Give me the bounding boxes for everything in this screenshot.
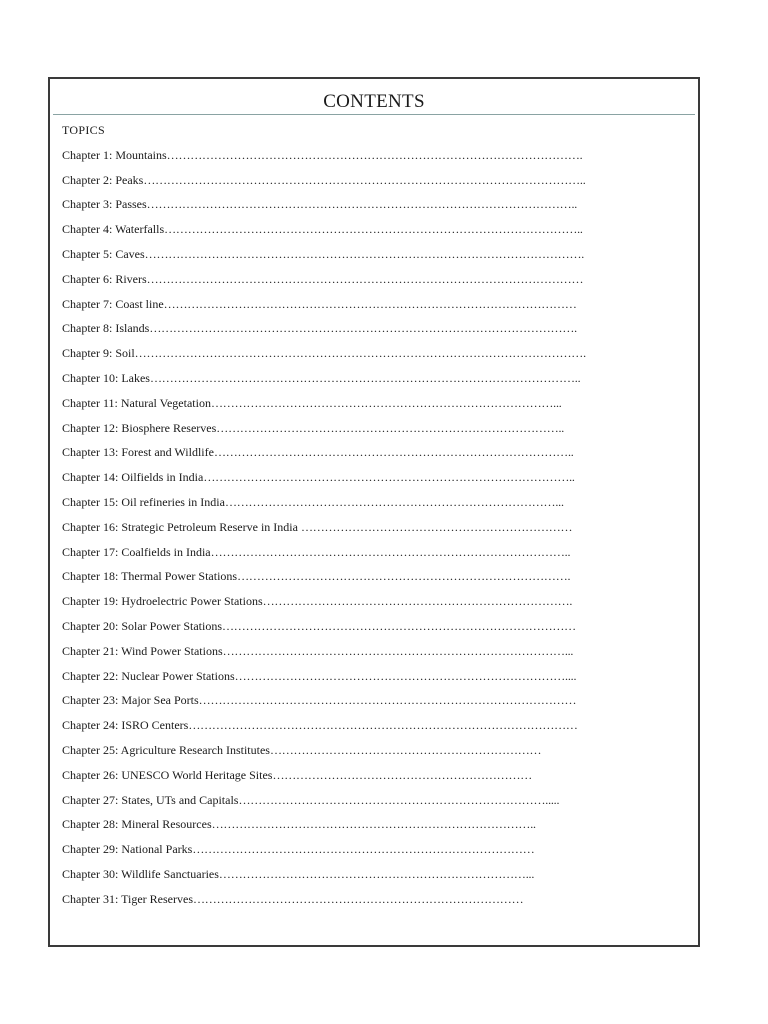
toc-entry-label: Chapter 17: Coalfields in India (62, 544, 211, 559)
toc-entry[interactable] (62, 515, 662, 540)
toc-entry[interactable] (62, 441, 662, 466)
toc-entry-label: Chapter 8: Islands (62, 321, 150, 336)
toc-entry[interactable] (62, 813, 662, 838)
toc-entry[interactable] (62, 143, 662, 168)
toc-entry-label: Chapter 25: Agriculture Research Institutes (62, 743, 270, 758)
toc-entry-leader: ……………………………………………………………………………………… (188, 718, 578, 733)
toc-entry-label: Chapter 11: Natural Vegetation (62, 395, 211, 410)
toc-entry[interactable] (62, 465, 662, 490)
toc-entry-leader: …………………………………………………………………………... (224, 495, 564, 510)
toc-entry[interactable] (62, 788, 662, 813)
toc-entry-label: Chapter 23: Major Sea Ports (62, 693, 199, 708)
toc-entry[interactable] (62, 168, 662, 193)
toc-entry[interactable] (62, 341, 662, 366)
toc-entry[interactable] (62, 837, 662, 862)
toc-entry-leader: ………………………………………………………………………………………………… (146, 271, 584, 286)
toc-entry[interactable] (62, 639, 662, 664)
toc-entry[interactable] (62, 292, 662, 317)
toc-entry-leader: …………………………………………………………… (269, 743, 542, 758)
toc-entry[interactable] (62, 193, 662, 218)
toc-entry-leader: ………………………………………………………………………….... (234, 668, 577, 683)
toc-entry[interactable] (62, 738, 662, 763)
toc-entry-label: Chapter 28: Mineral Resources (62, 817, 212, 832)
toc-entry[interactable] (62, 664, 662, 689)
toc-entry-label: Chapter 1: Mountains (62, 147, 167, 162)
toc-entry[interactable] (62, 540, 662, 565)
toc-entry-label: Chapter 24: ISRO Centers (62, 718, 189, 733)
toc-entry-leader: ……………………………………………………………………………... (210, 395, 562, 410)
toc-entry-label: Chapter 31: Tiger Reserves (62, 891, 193, 906)
toc-entry-leader: ……………………………………………………………………………………………. (166, 147, 583, 162)
toc-entry-leader: ……………………………………………………………………. (262, 594, 573, 609)
toc-entry-leader: ……………………………………………………………………... (218, 867, 535, 881)
toc-entry-label: Chapter 14: Oilfields in India (62, 470, 204, 485)
toc-entry[interactable] (62, 416, 662, 441)
toc-entry-label: Chapter 29: National Parks (62, 842, 193, 857)
toc-entry-leader: ………………………………………………………………………………….. (203, 470, 575, 485)
toc-entry-leader: ……………………………………………………………………………….. (210, 544, 571, 559)
toc-entry-leader: …………………………………………………………………………….. (216, 420, 565, 435)
toc-entry[interactable] (62, 713, 662, 738)
title-divider (53, 114, 695, 115)
toc-entry-label: Chapter 6: Rivers (62, 271, 147, 286)
toc-entry-leader: ………………………………………………………… (272, 767, 533, 782)
toc-entry-leader: …………………………………………………………………………………………….. (164, 222, 583, 237)
toc-entry-leader: ……………………………………………………………………………………………….. (146, 197, 578, 212)
toc-entry[interactable] (62, 242, 662, 267)
toc-entry-label: Chapter 21: Wind Power Stations (62, 643, 223, 658)
toc-entry-leader: …………………………………………………………………………… (192, 842, 535, 857)
toc-entry-leader: ……………………………………………………………………………….. (213, 445, 574, 460)
toc-entry[interactable] (62, 887, 662, 912)
toc-entry-label: Chapter 2: Peaks (62, 172, 144, 187)
toc-entry-label: Chapter 9: Soil (62, 346, 135, 361)
toc-entry-label: Chapter 12: Biosphere Reserves (62, 420, 217, 435)
page-title: CONTENTS (323, 91, 425, 112)
toc-entry[interactable] (62, 589, 662, 614)
toc-entry-leader: ……………………………………………………………………………………………….. (149, 371, 581, 386)
toc-entry[interactable] (62, 862, 662, 887)
toc-entry[interactable] (62, 565, 662, 590)
toc-entry[interactable] (62, 366, 662, 391)
toc-entry-leader: ……………………………………………………………………….. (211, 817, 536, 832)
toc-entry-label: Chapter 16: Strategic Petroleum Reserve in India (62, 519, 301, 534)
toc-entry-leader: …………………………………………………………………………………………………. (144, 247, 585, 262)
toc-entry-leader: ………………………………………………………………………………………………. (149, 321, 577, 336)
toc-entry-leader: …………………………………………………………………………. (237, 569, 571, 584)
toc-entry[interactable] (62, 490, 662, 515)
toc-entry-label: Chapter 5: Caves (62, 247, 145, 262)
toc-entry-label: Chapter 30: Wildlife Sanctuaries (62, 867, 219, 881)
toc-entry-leader: ……………………………………………………………………………... (222, 643, 574, 658)
toc-entry[interactable] (62, 317, 662, 342)
toc-entry-label: Chapter 19: Hydroelectric Power Stations (62, 594, 263, 609)
toc-entry[interactable] (62, 391, 662, 416)
toc-entry-leader: ……………………………………………………………………………………………………. (134, 346, 586, 361)
toc-entry-leader: ……………………………………………………………………………… (221, 619, 576, 634)
toc-entry[interactable] (62, 614, 662, 639)
toc-entry-leader: ……………………………………………………………………..... (238, 792, 560, 807)
toc-entry[interactable] (62, 217, 662, 242)
toc-entry-label: Chapter 13: Forest and Wildlife (62, 445, 214, 460)
toc-entry-label: Chapter 7: Coast line (62, 296, 164, 311)
toc-entry-leader: ………………………………………………………………………… (193, 891, 524, 906)
contents-page (48, 77, 700, 947)
toc-entry[interactable] (62, 763, 662, 788)
toc-entry-label: Chapter 4: Waterfalls (62, 222, 165, 237)
toc-entry-label: Chapter 3: Passes (62, 197, 147, 212)
toc-entry-label: Chapter 15: Oil refineries in India (62, 495, 225, 510)
toc-entry-leader: …………………………………………………………………………………………… (163, 296, 577, 311)
toc-entry-label: Chapter 26: UNESCO World Heritage Sites (62, 767, 273, 782)
toc-entry-leader: …………………………………………………………… (300, 519, 573, 534)
toc-entry-label: Chapter 10: Lakes (62, 371, 150, 386)
toc-entry-leader: ………………………………………………………………………………………………….. (143, 172, 586, 187)
topics-heading: TOPICS (62, 123, 105, 137)
toc-entry-label: Chapter 27: States, UTs and Capitals (62, 792, 239, 807)
toc-entry-label: Chapter 18: Thermal Power Stations (62, 569, 238, 584)
table-of-contents (62, 143, 662, 912)
toc-entry-label: Chapter 20: Solar Power Stations (62, 619, 222, 634)
toc-entry-leader: …………………………………………………………………………………… (198, 693, 577, 708)
toc-entry[interactable] (62, 267, 662, 292)
toc-entry-label: Chapter 22: Nuclear Power Stations (62, 668, 235, 683)
toc-entry[interactable] (62, 689, 662, 714)
